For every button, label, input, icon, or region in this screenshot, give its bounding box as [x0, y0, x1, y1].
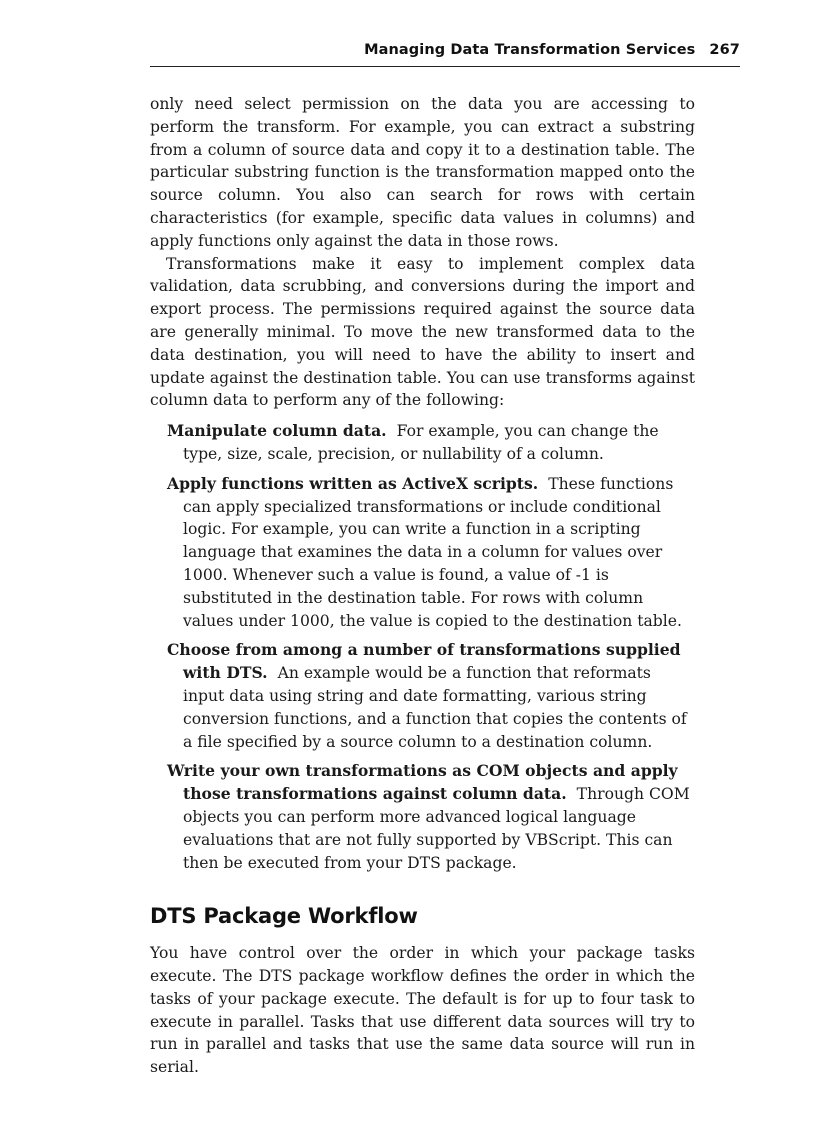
transform-options-list — [150, 420, 695, 874]
list-item-term: Choose from among a number of transformations supplied with DTS. — [167, 640, 681, 683]
section-heading: DTS Package Workflow — [150, 904, 418, 929]
list-item-text: These functions can apply specialized transformations or include conditional logic. For example, you can write a function in a scripting language that examines the data in a column for values over 1000. Whenever such a value is found, a value of -1 is substituted in the destination table. For rows with column values under 1000, the value is copied to the destination table. — [183, 474, 682, 630]
list-item-term: Write your own transformations as COM objects and apply those transformations against column data. — [167, 761, 678, 804]
list-item-text: An example would be a function that reformats input data using string and date formatting, various string conversion functions, and a function that copies the contents of a file specified by a source column to a destination column. — [183, 664, 687, 751]
running-header — [150, 42, 740, 67]
list-item-text: Through COM objects you can perform more advanced logical language evaluations that are not fully supported by VBScript. This can then be executed from your DTS package. — [183, 785, 690, 872]
list-item — [167, 473, 695, 633]
paragraph: only need select permission on the data you are accessing to perform the transform. For example, you can extract a substring from a column of source data and copy it to a destination table. The particular substring function is the transformation mapped onto the source column. You also can search for rows with certain characteristics (for example, specific data values in columns) and apply functions only against the data in those rows. — [150, 95, 695, 250]
list-item — [167, 760, 695, 874]
header-title: Managing Data Transformation Services — [364, 42, 696, 58]
body-text — [150, 93, 695, 1079]
list-item-term: Manipulate column data. — [167, 421, 387, 441]
page-number: 267 — [709, 42, 740, 58]
paragraph: Transformations make it easy to implement complex data validation, data scrubbing, and conversions during the import and export process. The permissions required against the source data are generally minimal. To move the new transformed data to the data destination, you will need to have the ability to insert and update against the destination table. You can use transforms against column data to perform any of the following: — [150, 254, 695, 410]
list-item — [167, 420, 695, 466]
paragraph: You have control over the order in which your package tasks execute. The DTS package workflow defines the order in which the tasks of your package execute. The default is for up to four task to execute in parallel. Tasks that use different data sources will try to run in parallel and tasks that use the same data source will run in serial. — [150, 944, 695, 1077]
list-item-term: Apply functions written as ActiveX scripts. — [167, 473, 539, 493]
list-item — [167, 639, 695, 753]
list-item-text: For example, you can change the type, size, scale, precision, or nullability of a column. — [183, 422, 659, 463]
